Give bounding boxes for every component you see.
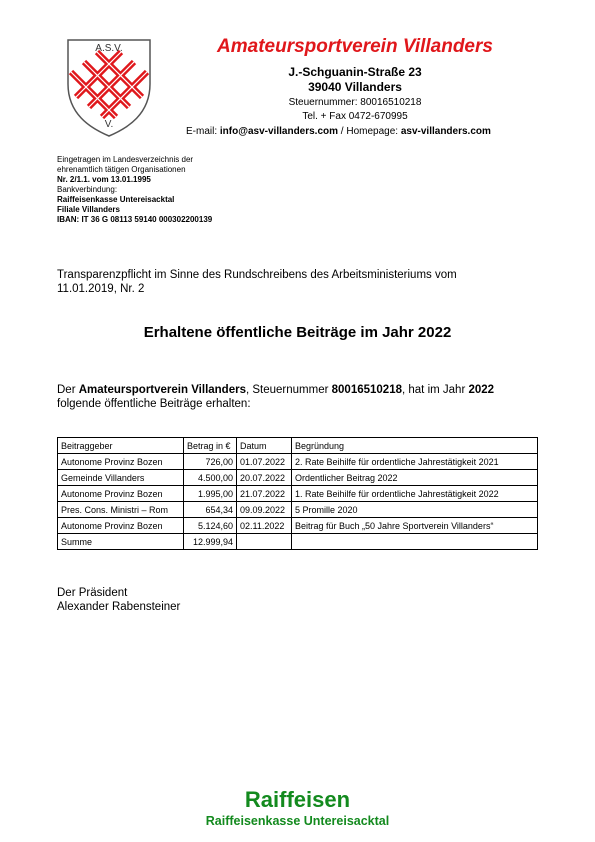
empty-cell <box>292 534 538 550</box>
table-header-row <box>58 438 538 454</box>
header-cell: Begründung <box>292 438 538 454</box>
bank-branch: Filiale Villanders <box>57 205 120 214</box>
contact-line <box>186 126 491 137</box>
registration-number: Nr. 2/1.1. vom 13.01.1995 <box>57 175 151 184</box>
intro-text: , Steuernummer <box>245 384 332 396</box>
bank-name-footer: Raiffeisenkasse Untereisacktal <box>205 814 390 828</box>
header-cell: Datum <box>237 438 292 454</box>
email-link[interactable]: info@asv-villanders.com <box>219 126 339 137</box>
cell-reason: 1. Rate Beihilfe für ordentliche Jahrestätigkeit 2022 <box>292 486 538 502</box>
intro-text: Der <box>57 384 79 396</box>
cell-donor: Gemeinde Villanders <box>58 470 184 486</box>
signature-block <box>57 586 180 614</box>
intro-paragraph <box>57 383 527 411</box>
cell-date: 02.11.2022 <box>237 518 292 534</box>
contributions-table <box>57 437 538 550</box>
registration-line: Eingetragen im Landesverzeichnis der <box>57 155 194 164</box>
signature-name: Alexander Rabensteiner <box>57 601 181 613</box>
sum-label: Summe <box>58 534 184 550</box>
cell-date: 01.07.2022 <box>237 454 292 470</box>
crest-text-bottom: V. <box>104 119 114 130</box>
organization-name: Amateursportverein Villanders <box>217 36 493 57</box>
bank-label: Bankverbindung: <box>57 185 118 194</box>
table-row <box>58 470 538 486</box>
tax-number: Steuernummer: 80016510218 <box>288 97 422 108</box>
table-sum-row <box>58 534 538 550</box>
cell-amount: 726,00 <box>184 454 237 470</box>
cell-amount: 5.124,60 <box>184 518 237 534</box>
table-row <box>58 454 538 470</box>
cell-reason: 5 Promille 2020 <box>292 502 538 518</box>
cell-donor: Autonome Provinz Bozen <box>58 454 184 470</box>
table-row <box>58 502 538 518</box>
cell-donor: Autonome Provinz Bozen <box>58 486 184 502</box>
bank-iban: IBAN: IT 36 G 08113 59140 000302200139 <box>57 215 213 224</box>
header-cell: Beitraggeber <box>58 438 184 454</box>
cell-date: 09.09.2022 <box>237 502 292 518</box>
transparency-note: Transparenzpflicht im Sinne des Rundschreibens des Arbeitsministeriums vom 11.01.2019, Nr. 2 <box>57 269 457 295</box>
cell-reason: 2. Rate Beihilfe für ordentliche Jahrestätigkeit 2021 <box>292 454 538 470</box>
cell-donor: Autonome Provinz Bozen <box>58 518 184 534</box>
signature-role: Der Präsident <box>57 587 128 599</box>
address-city: 39040 Villanders <box>308 80 402 94</box>
registration-line: ehrenamtlich tätigen Organisationen <box>57 165 186 174</box>
cell-date: 21.07.2022 <box>237 486 292 502</box>
homepage-link[interactable]: asv-villanders.com <box>400 126 491 137</box>
intro-text: folgende öffentliche Beiträge erhalten: <box>57 398 251 410</box>
homepage-label: / Homepage: <box>338 126 401 137</box>
bank-logo: Raiffeisen <box>244 787 351 812</box>
sum-value: 12.999,94 <box>184 534 237 550</box>
empty-cell <box>237 534 292 550</box>
intro-text: , hat im Jahr <box>402 384 469 396</box>
cell-amount: 654,34 <box>184 502 237 518</box>
crest-text-top: A.S.V. <box>95 43 123 54</box>
header-cell: Betrag in € <box>184 438 237 454</box>
cell-amount: 1.995,00 <box>184 486 237 502</box>
cell-amount: 4.500,00 <box>184 470 237 486</box>
phone-fax: Tel. + Fax 0472-670995 <box>302 111 408 122</box>
table-row <box>58 518 538 534</box>
document-title: Erhaltene öffentliche Beiträge im Jahr 2022 <box>143 324 452 341</box>
address-street: J.-Schguanin-Straße 23 <box>288 65 422 79</box>
cell-reason: Beitrag für Buch „50 Jahre Sportverein Villanders“ <box>292 518 538 534</box>
intro-tax: 80016510218 <box>331 384 402 396</box>
intro-org: Amateursportverein Villanders <box>78 384 246 396</box>
intro-year: 2022 <box>468 384 495 396</box>
club-crest-logo <box>66 38 152 138</box>
cell-donor: Pres. Cons. Ministri – Rom <box>58 502 184 518</box>
cell-date: 20.07.2022 <box>237 470 292 486</box>
table-row <box>58 486 538 502</box>
email-label: E-mail: <box>186 126 220 137</box>
bank-name: Raiffeisenkasse Untereisacktal <box>57 195 175 204</box>
registration-block <box>57 155 212 225</box>
cell-reason: Ordentlicher Beitrag 2022 <box>292 470 538 486</box>
